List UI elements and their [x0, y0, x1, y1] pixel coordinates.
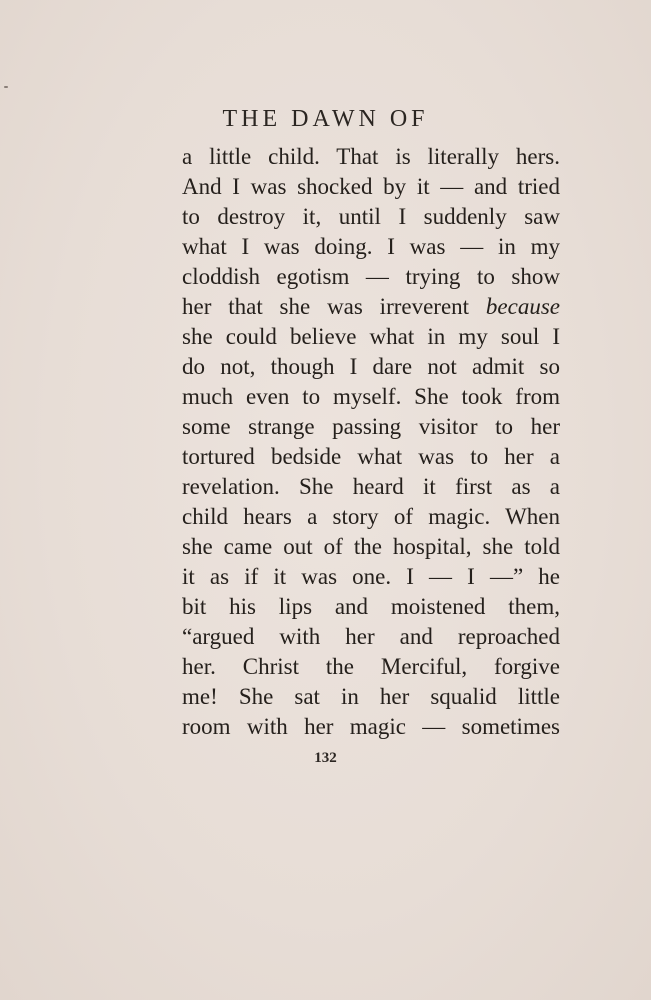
- text-line-19: me! She sat in her squalid little: [182, 684, 560, 709]
- text-line-9: much even to myself. She took from: [182, 384, 560, 409]
- text-line-6-roman: her that she was irreverent: [182, 294, 486, 319]
- text-line-16: bit his lips and moistened them,: [182, 594, 560, 619]
- text-line-5: cloddish egotism — trying to show: [182, 264, 560, 289]
- text-line-13: child hears a story of magic. When: [182, 504, 560, 529]
- text-line-7: she could believe what in my soul I: [182, 324, 560, 349]
- text-line-18: her. Christ the Merciful, forgive: [182, 654, 560, 679]
- text-line-20: room with her magic — sometimes: [182, 714, 560, 739]
- text-line-17: “argued with her and reproached: [182, 624, 560, 649]
- text-line-15: it as if it was one. I — I —” he: [182, 564, 560, 589]
- text-line-2: And I was shocked by it — and tried: [182, 174, 560, 199]
- text-line-10: some strange passing visitor to her: [182, 414, 560, 439]
- text-line-6: [182, 292, 560, 322]
- text-line-12: revelation. She heard it first as a: [182, 474, 560, 499]
- text-line-14: she came out of the hospital, she told: [182, 534, 560, 559]
- text-line-1: a little child. That is literally hers.: [182, 144, 560, 169]
- page-number: 132: [314, 750, 337, 766]
- paper-speck: [4, 86, 8, 88]
- text-line-4: what I was doing. I was — in my: [182, 234, 560, 259]
- body-text: [182, 142, 560, 742]
- running-head: THE DAWN OF: [222, 106, 429, 132]
- text-line-11: tortured bedside what was to her a: [182, 444, 560, 469]
- text-line-8: do not, though I dare not admit so: [182, 354, 560, 379]
- text-line-3: to destroy it, until I suddenly saw: [182, 204, 560, 229]
- text-line-6-italic: because: [485, 294, 560, 319]
